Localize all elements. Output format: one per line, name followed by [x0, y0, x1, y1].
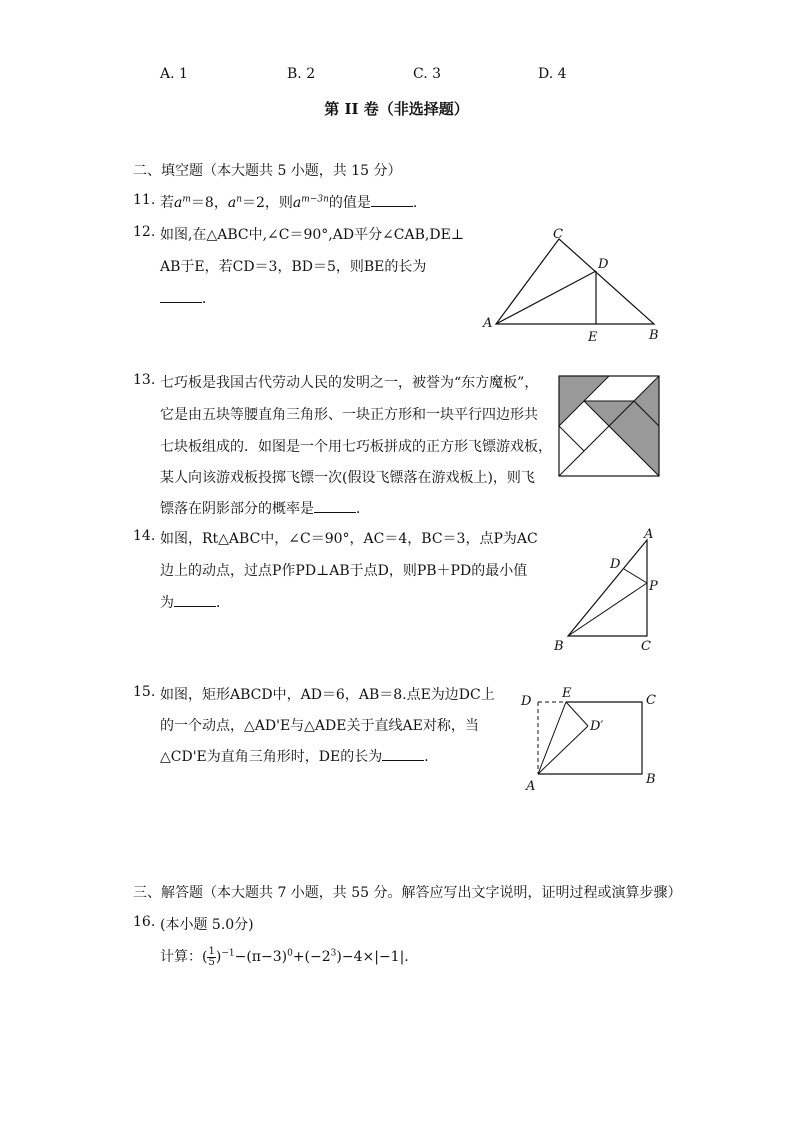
q13-tangram-board: [559, 376, 659, 476]
q14-line-3: 为 ．: [160, 595, 230, 611]
q14-label-a: A: [644, 527, 654, 542]
q14-answer-blank: [174, 594, 216, 607]
answer-section-header: 三、解答题（本大题共 7 小题，共 55 分。解答应写出文字说明，证明过程或演算步骤）: [133, 885, 682, 901]
q15-line-2: 的一个动点，△AD'E与△ADE关于直线AE对称，当: [160, 718, 479, 734]
q12-figure: [480, 224, 670, 349]
q15-line-1: 如图，矩形ABCD中，AD＝6，AB＝8.点E为边DC上: [160, 687, 495, 703]
option-c: C. 3: [413, 66, 442, 82]
q11-answer-blank: [371, 194, 413, 207]
q12-answer-blank: [160, 290, 202, 303]
q15-label-c: C: [646, 693, 656, 708]
q14-line-1: 如图，Rt△ABC中，∠C＝90°，AC＝4，BC＝3，点P为AC: [160, 531, 538, 547]
q15-line-3: △CD'E为直角三角形时，DE的长为 ．: [160, 749, 439, 765]
q14-number: 14.: [133, 528, 156, 544]
q12-line-1: 如图,在△ABC中,∠C＝90°,AD平分∠CAB,DE⊥: [160, 227, 464, 243]
q11-text: 若$a^m=8$，$a^n=2$，则$a^{m-3n}$的值是 .: [160, 194, 418, 211]
q12-label-e: E: [588, 330, 598, 345]
fill-section-header: 二、填空题（本大题共 5 小题，共 15 分）: [133, 163, 402, 179]
q12-line-3: ．: [160, 288, 216, 308]
q14-label-b: B: [554, 639, 564, 654]
q16-score: (本小题 5.0分): [160, 917, 254, 933]
q13-line-2: 它是由五块等腰直角三角形、一块正方形和一块平行四边形共: [160, 407, 538, 423]
q14-label-p: P: [649, 579, 658, 594]
q14-label-c: C: [641, 639, 651, 654]
q13-number: 13.: [133, 372, 156, 388]
q13-line-3: 七块板组成的．如图是一个用七巧板拼成的正方形飞镖游戏板，: [160, 439, 552, 455]
q12-line-2: AB于E，若CD＝3，BD＝5，则BE的长为: [160, 259, 427, 275]
q13-line-5: 镖落在阴影部分的概率是 ．: [160, 501, 370, 517]
q15-number: 15.: [133, 684, 156, 700]
option-b: B. 2: [287, 66, 316, 82]
section-title: 第 II 卷（非选择题）: [324, 100, 469, 118]
q15-figure: [518, 684, 668, 794]
q16-expression: 计算：( $\frac{1}{5}$ )$^{-1}-(\pi-3)^0+(-2^3)-4\times|-1|$.: [160, 945, 409, 968]
q12-label-a: A: [483, 316, 493, 331]
q13-shaded-large-triangle: [609, 376, 659, 476]
q12-label-d: D: [598, 257, 609, 272]
q12-number: 12.: [133, 224, 156, 240]
q15-label-d: D: [521, 694, 532, 709]
q15-label-b: B: [646, 772, 656, 787]
q15-label-d-prime: D′: [590, 719, 604, 734]
q15-label-e: E: [562, 686, 572, 701]
q12-label-b: B: [649, 328, 659, 343]
option-d: D. 4: [538, 66, 567, 82]
q14-line-2: 边上的动点，过点P作PD⊥AB于点D，则PB＋PD的最小值: [160, 563, 528, 579]
q11-number: 11.: [133, 192, 156, 208]
q15-answer-blank: [382, 748, 424, 761]
q13-line-1: 七巧板是我国古代劳动人民的发明之一，被誉为“东方魔板”，: [160, 375, 539, 391]
q13-answer-blank: [314, 500, 356, 513]
option-a: A. 1: [160, 66, 188, 82]
q14-label-d: D: [610, 557, 621, 572]
q16-number: 16.: [133, 914, 156, 930]
q12-label-c: C: [553, 227, 563, 242]
q15-label-a: A: [526, 779, 536, 794]
q14-figure: [552, 528, 662, 658]
q13-line-4: 某人向该游戏板投掷飞镖一次(假设飞镖落在游戏板上)，则飞: [160, 470, 535, 486]
